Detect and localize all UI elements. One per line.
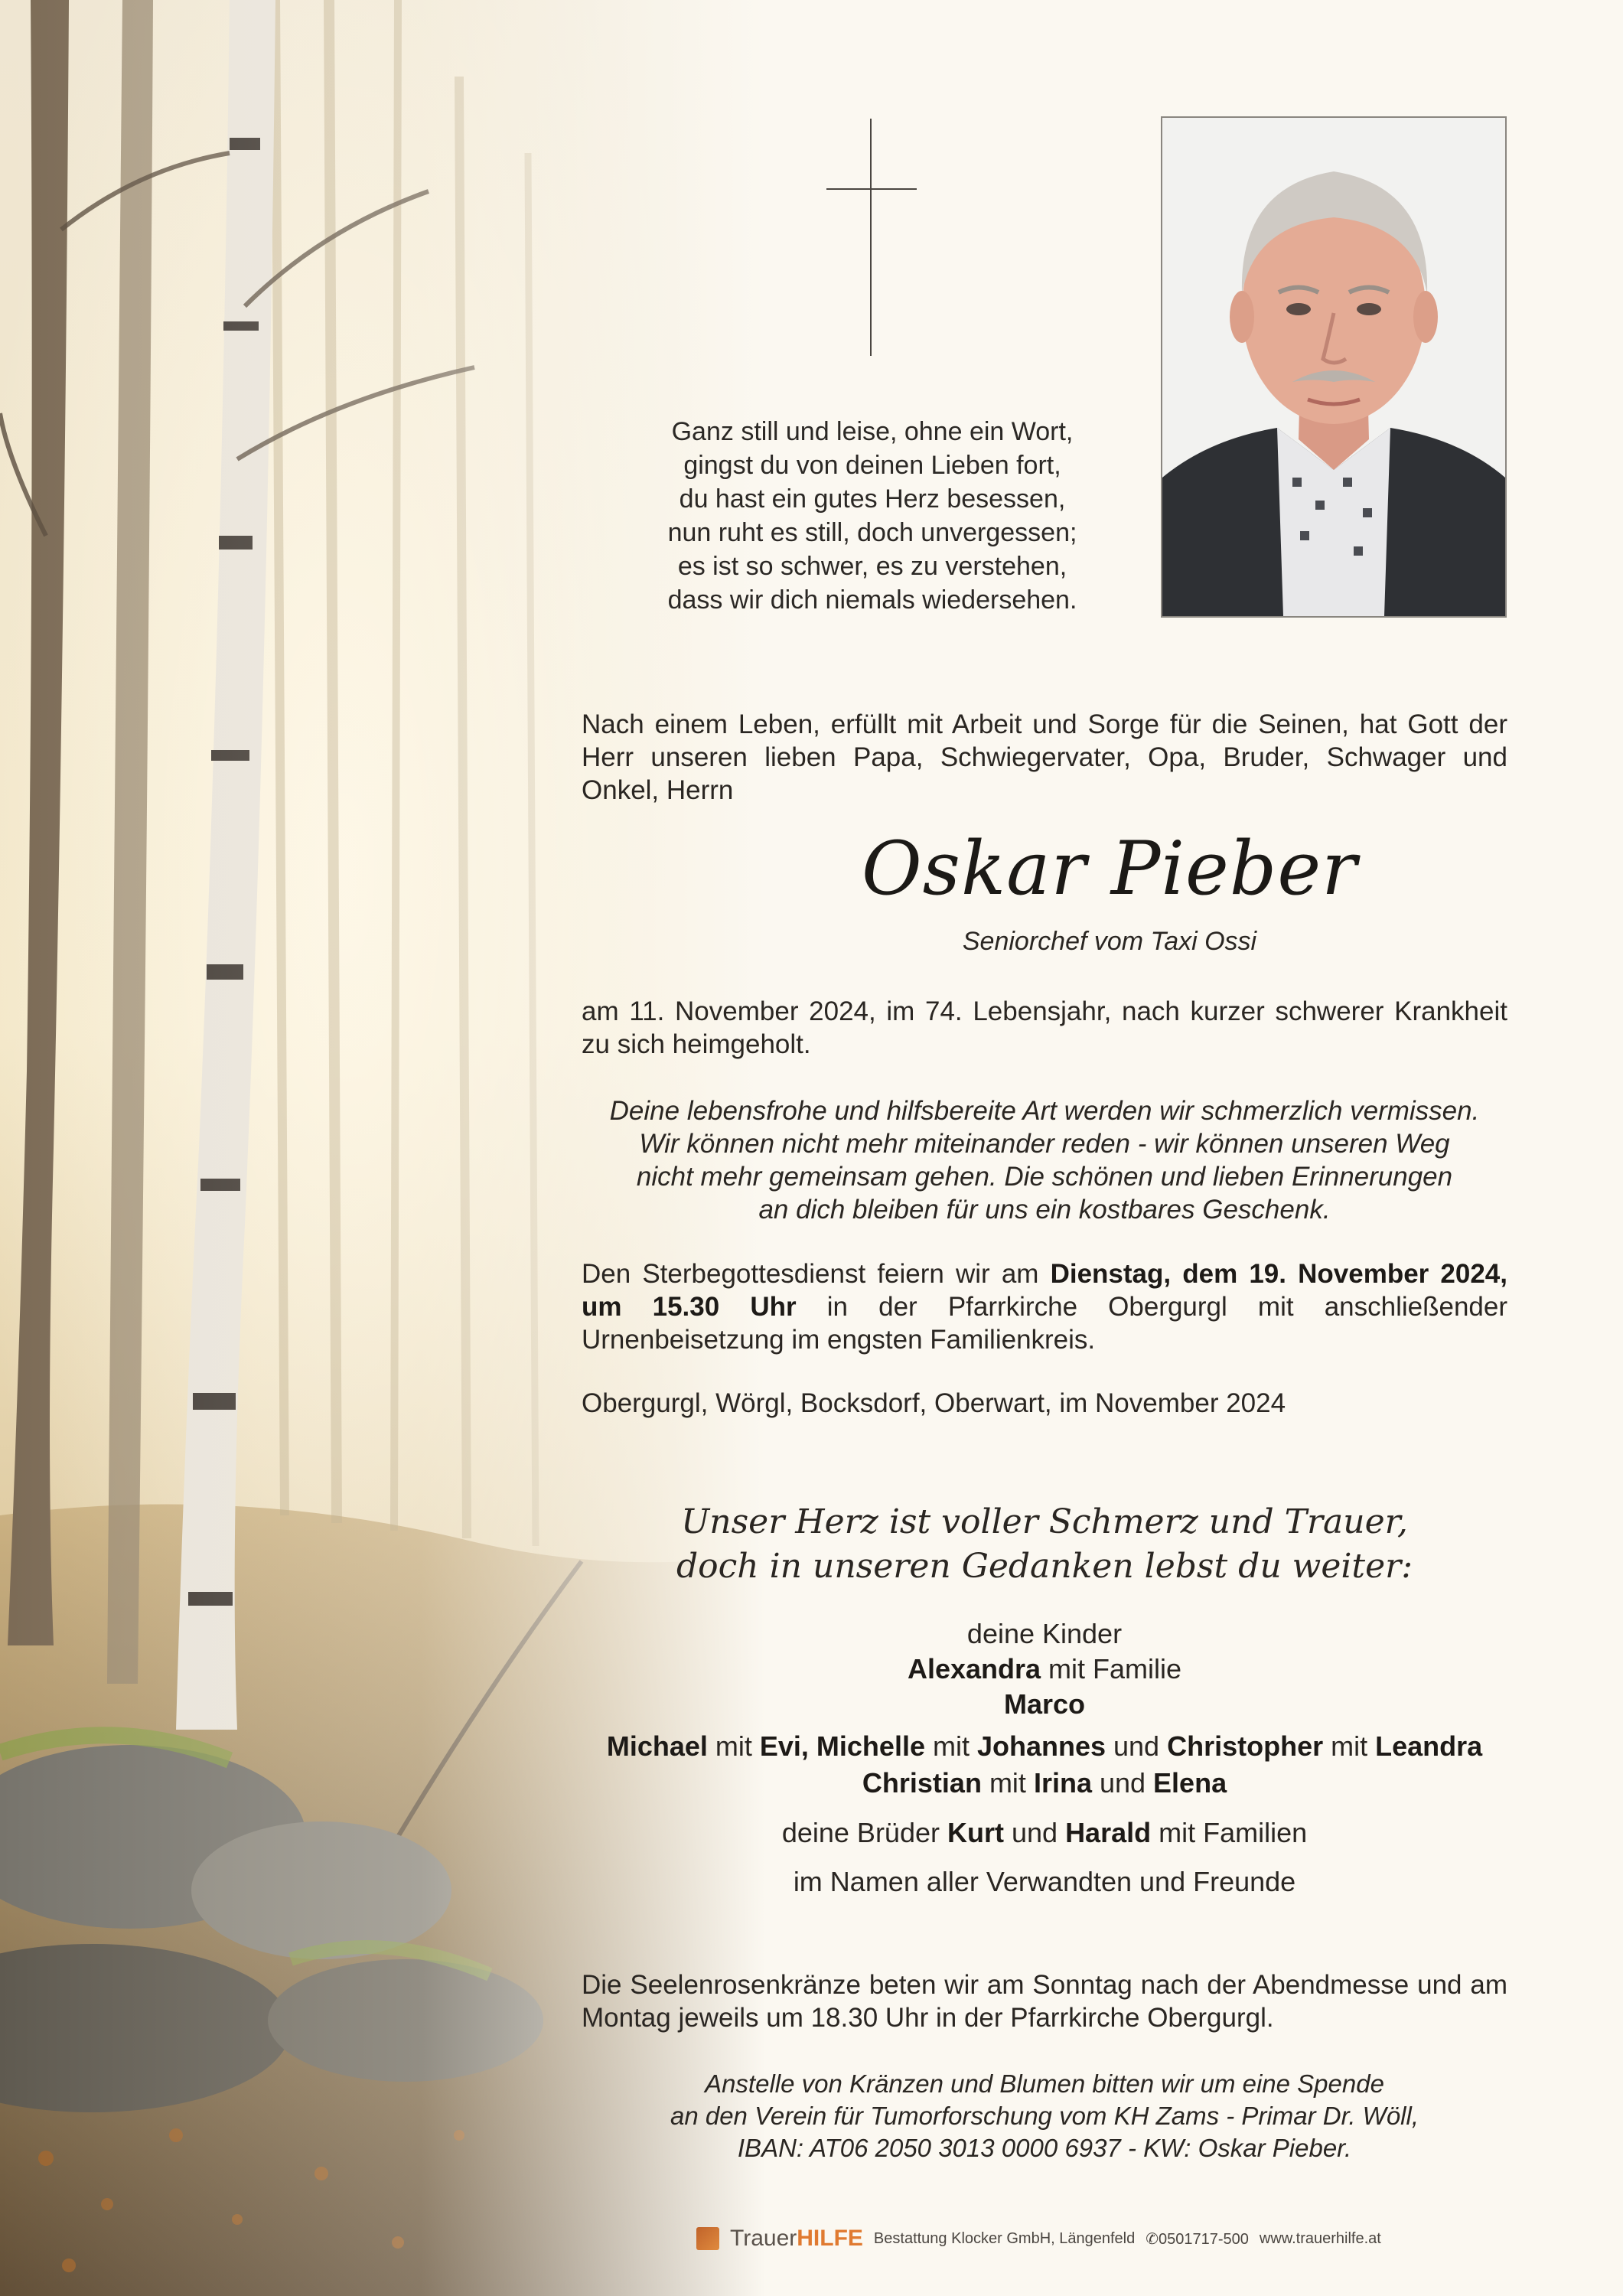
website-link[interactable]: www.trauerhilfe.at bbox=[1259, 2229, 1381, 2247]
mourner-name: Irina bbox=[1033, 1767, 1092, 1799]
mourner-line bbox=[582, 1687, 1507, 1722]
phone-number: ✆0501717-500 bbox=[1146, 2230, 1249, 2248]
portrait-photo bbox=[1161, 116, 1507, 618]
donation-text bbox=[582, 2068, 1507, 2164]
service-paragraph bbox=[582, 1257, 1507, 1356]
deceased-subtitle: Seniorchef vom Taxi Ossi bbox=[962, 927, 1257, 956]
mourner-text: und bbox=[1106, 1730, 1168, 1762]
memory-text bbox=[582, 1094, 1507, 1226]
service-date-time: Dienstag, dem 19. November 2024, um 15.30 Uhr bbox=[582, 1259, 1507, 1322]
trauerhilfe-logo-icon bbox=[696, 2227, 719, 2250]
poem-line: gingst du von deinen Lieben fort, bbox=[683, 451, 1061, 480]
mourner-text: mit bbox=[924, 1730, 977, 1762]
places-date: Obergurgl, Wörgl, Bocksdorf, Oberwart, im November 2024 bbox=[582, 1388, 1286, 1418]
mourner-name: Evi, Michelle bbox=[759, 1730, 925, 1762]
poem bbox=[582, 415, 1163, 617]
rosary-paragraph: Die Seelenrosenkränze beten wir am Sonntag nach der Abendmesse und am Montag jeweils um 18.30 Uhr in der Pfarrkirche Obergurgl. bbox=[582, 1970, 1507, 2033]
verse-line: doch in unseren Gedanken lebst du weiter: bbox=[676, 1547, 1413, 1586]
footer bbox=[696, 2223, 1538, 2254]
service-text: in der Pfarrkirche Obergurgl mit anschließender Urnenbeisetzung im engsten Familienkreis. bbox=[582, 1292, 1508, 1355]
mourner-text: deine Brüder bbox=[781, 1817, 947, 1848]
mourner-line bbox=[582, 1728, 1507, 1765]
children-label: deine Kinder bbox=[966, 1618, 1123, 1649]
mourner-name: Harald bbox=[1065, 1817, 1152, 1848]
mourner-text: und bbox=[1003, 1817, 1066, 1848]
mourning-verse bbox=[582, 1500, 1507, 1589]
company-name: Bestattung Klocker GmbH, Längenfeld bbox=[873, 2229, 1136, 2247]
mourner-text: mit Familien bbox=[1151, 1817, 1308, 1848]
mourner-name: Leandra bbox=[1375, 1730, 1483, 1762]
death-notice: am 11. November 2024, im 74. Lebensjahr, nach kurzer schwerer Krankheit zu sich heimgeholt. bbox=[582, 996, 1507, 1059]
intro-paragraph: Nach einem Leben, erfüllt mit Arbeit und Sorge für die Seinen, hat Gott der Herr unseren lieben Papa, Schwiegervater, Opa, Bruder, Schwager und Onkel, Herrn bbox=[582, 709, 1507, 805]
poem-line: dass wir dich niemals wiedersehen. bbox=[667, 585, 1077, 615]
mourner-name: Marco bbox=[1003, 1688, 1086, 1720]
memory-line: Wir können nicht mehr miteinander reden - wir können unseren Weg bbox=[639, 1129, 1450, 1159]
memory-line: an dich bleiben für uns ein kostbares Geschenk. bbox=[758, 1195, 1331, 1225]
donation-line: Anstelle von Kränzen und Blumen bitten wir um eine Spende bbox=[705, 2069, 1384, 2098]
donation-line: IBAN: AT06 2050 3013 0000 6937 - KW: Oskar Pieber. bbox=[737, 2134, 1352, 2162]
mourner-text: und bbox=[1091, 1767, 1154, 1799]
mourner-line bbox=[582, 1765, 1507, 1802]
mourner-name: Alexandra bbox=[907, 1653, 1041, 1684]
brothers-line bbox=[582, 1815, 1507, 1851]
mourner-text: mit bbox=[707, 1730, 760, 1762]
grandchildren-list bbox=[582, 1728, 1507, 1802]
mourners-list bbox=[582, 1616, 1507, 1722]
mourner-name: Christian bbox=[862, 1767, 982, 1799]
mourner-name: Johannes bbox=[976, 1730, 1106, 1762]
donation-line: an den Verein für Tumorforschung vom KH Zams - Primar Dr. Wöll, bbox=[670, 2102, 1419, 2130]
logo-highlight: HILFE bbox=[797, 2226, 863, 2251]
deceased-name: Oskar Pieber bbox=[861, 826, 1358, 912]
memory-line: nicht mehr gemeinsam gehen. Die schönen und lieben Erinnerungen bbox=[636, 1162, 1453, 1192]
mourner-text: mit Familie bbox=[1041, 1653, 1182, 1684]
service-text: Den Sterbegottesdienst feiern wir am bbox=[582, 1259, 1051, 1289]
mourner-name: Michael bbox=[606, 1730, 708, 1762]
poem-line: Ganz still und leise, ohne ein Wort, bbox=[671, 417, 1074, 446]
mourner-name: Christopher bbox=[1167, 1730, 1324, 1762]
memory-line: Deine lebensfrohe und hilfsbereite Art werden wir schmerzlich vermissen. bbox=[609, 1096, 1480, 1126]
relatives-line: im Namen aller Verwandten und Freunde bbox=[793, 1866, 1296, 1897]
poem-line: es ist so schwer, es zu verstehen, bbox=[677, 552, 1067, 581]
mourner-text: mit bbox=[981, 1767, 1034, 1799]
mourner-text: mit bbox=[1323, 1730, 1376, 1762]
cross-icon bbox=[826, 119, 918, 356]
verse-line: Unser Herz ist voller Schmerz und Trauer, bbox=[681, 1502, 1408, 1541]
poem-line: nun ruht es still, doch unvergessen; bbox=[667, 518, 1077, 547]
mourner-name: Kurt bbox=[947, 1817, 1004, 1848]
logo-plain: Trauer bbox=[730, 2226, 797, 2251]
poem-line: du hast ein gutes Herz besessen, bbox=[679, 484, 1066, 514]
trauerhilfe-logo bbox=[730, 2226, 863, 2252]
mourner-name: Elena bbox=[1153, 1767, 1227, 1799]
mourner-line bbox=[582, 1652, 1507, 1687]
